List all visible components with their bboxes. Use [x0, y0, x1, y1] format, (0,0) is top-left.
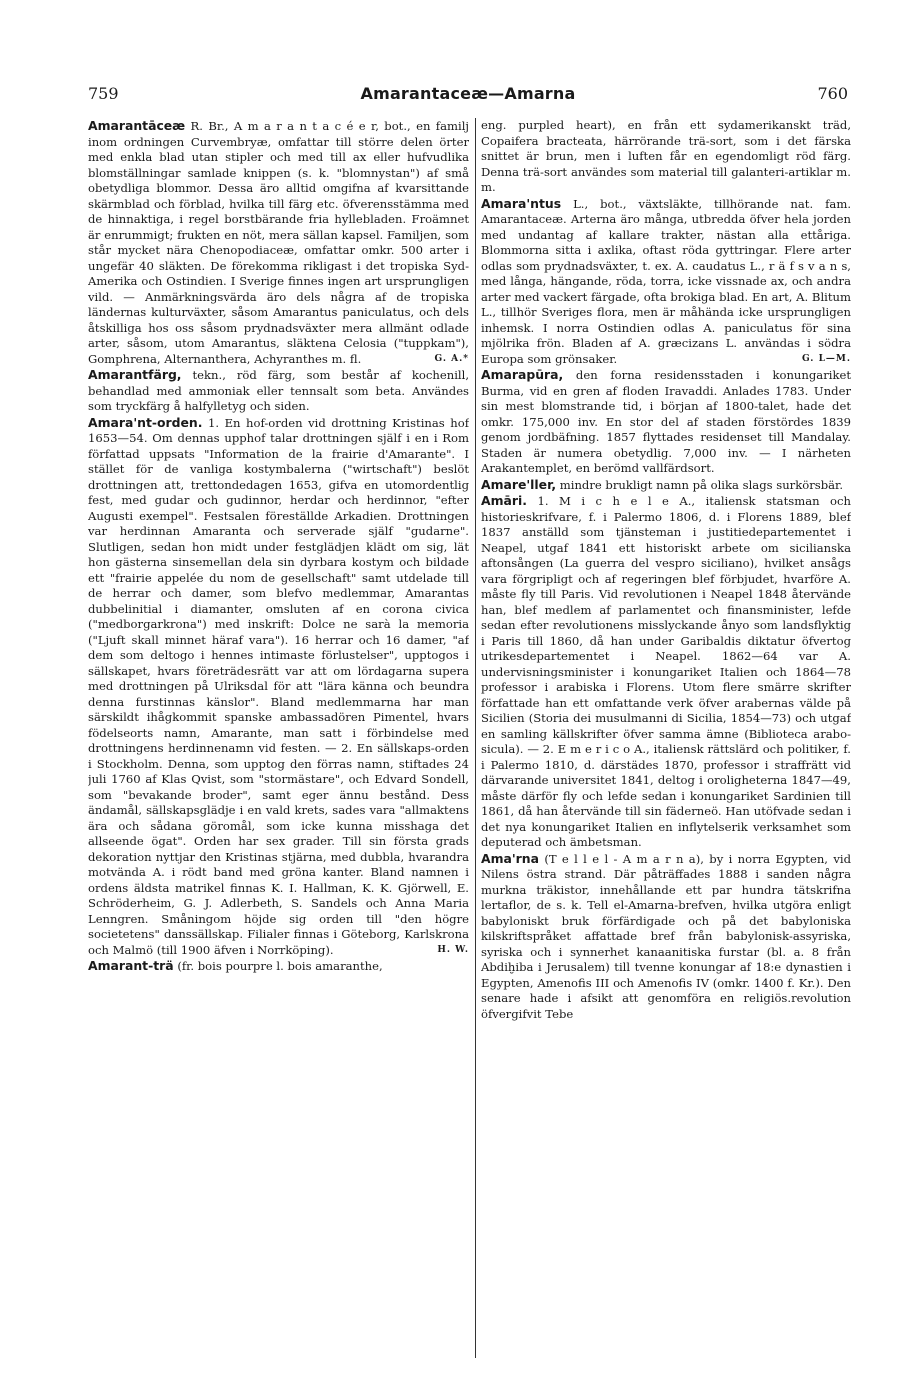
entry-headword: Ama'rna	[481, 850, 539, 866]
dictionary-entry	[481, 196, 851, 368]
entry-headword: Amarapūra,	[481, 367, 564, 382]
page-header	[88, 84, 848, 108]
entry-text: L., bot., växtsläkte, tillhörande nat. fam. Amarantaceæ. Arterna äro många, utbredda öfver hela jorden med undantag af kallare trakter, nästan alla ettåriga. Blommorna sitta i axlika, oftast röda gyttringar. Flere arter odlas som prydnadsväxter, t. ex. A. caudatus L., r ä f s v a n s, med långa, hängande, röda, torra, icke vissnade ax, och andra arter med vackert färgade, ofta brokiga blad. En art, A. Blitum L., tillhör Sveriges flora, men är måhända icke ursprungligen inhemsk. I norra Ostindien odlas A. paniculatus för sina mjölrika frön. Bladen af A. græcizans L. användas i södra Europa som grönsaker.	[481, 196, 851, 366]
dictionary-entry	[481, 477, 851, 494]
entry-headword: Amāri.	[481, 493, 527, 508]
entry-headword: Amarant-trä	[88, 958, 174, 973]
running-title: Amarantaceæ—Amarna	[360, 84, 576, 103]
entry-text: eng. purpled heart), en från ett sydamerikanskt träd, Copaifera bracteata, härrörande trä-sort, som i det färska snittet är brun, men i luften får en egendomligt röd färg. Denna trä-sort användes som material till galanteri-artiklar m. m.	[481, 118, 851, 194]
entry-text: 1. En hof-orden vid drottning Kristinas hof 1653—54. Om dennas upphof talar drottningen själf i en i Rom författad uppsats "Information de la frairie d'Amarante". I stället för de vanliga kostymbalerna ("wirtschaft") beslöt drottningen att, trettondedagen 1653, gifva en utomordentlig fest, med gudar och gudinnor, herdar och herdinnor, "efter Augusti exempel". Festsalen föreställde Arkadien. Drottningen var herdinnan Amaranta och serverade själf "gudarne". Slutligen, sedan hon midt under festglädjen klädt om sig, lät hon gästerna sinsemellan dela sin dyrbara kostym och bildade ett "frairie appelée du nom de gesellschaft" samt utdelade till de herrar och damer, som blefvo medlemmar, Amarantas dubbelinitial i diamanter, omsluten af en corona civica ("medborgarkrona") med inskrift: Dolce ne sarà la memoria ("Ljuft skall minnet häraf vara"). 16 herrar och 16 damer, "af dem som deltogo i hennes intimaste förlustelser", upptogos i sällskapet, hvars företrädesrätt var att om lördagarna supera med drottningen på Ulriksdal för att "lära känna och beundra denna furstinnas känslor". Bland medlemmarna har man särskildt ihågkommit spanske ambassadören Pimentel, hvars födelseorts namn, Amarante, man satt i förbindelse med drottningens herdinnenamn vid festen. — 2. En sällskaps-orden i Stockholm. Denna, som upptog den förras namn, stiftades 24 juli 1760 af Klas Qvist, som "stormästare", och Edvard Sondell, som "bevakande broder", samt eger ännu bestånd. Dess ändamål, sällskapsglädje i en vald krets, sades vara "allmaktens ära och sådana göromål, som icke kunna misshaga det allseende ögat". Orden har sex grader. Till sin första grads dekoration nyttjar den Kristinas stjärna, med dubbla, hvarandra motvända A. i rödt band med gröna kanter. Bland namnen i ordens äldsta matrikel finnas K. I. Hallman, K. K. Gjörwell, E. Schröderheim, G. J. Adlerbeth, S. Sandels och Anna Maria Lenngren. Småningom höjde sig orden till "den högre societetens" danssällskap. Filialer finnas i Göteborg, Karlskrona och Malmö (till 1900 äfven i Norrköping).	[88, 415, 469, 957]
entry-text: den forna residensstaden i konungariket Burma, vid en gren af floden Iravaddi. Anlades 1783. Under sin mest blomstrande tid, i början af 1800-talet, hade det omkr. 175,000 inv. En stor del af staden förstördes 1839 genom jordbäfning. 1857 flyttades residenset till Mandalay. Staden är numera obetydlig. 7,000 inv. — I närheten Arakantemplet, en berömd vallfärdsort.	[481, 368, 851, 475]
entry-text: (fr. bois pourpre l. bois amaranthe,	[177, 959, 383, 973]
entry-text: tekn., röd färg, som består af kochenill, behandlad med ammoniak eller tennsalt som beta. Användes som tryckfärg å halfylletyg och siden.	[88, 368, 469, 413]
entry-text: mindre brukligt namn på olika slags surkörsbär.	[559, 477, 843, 492]
left-column	[88, 118, 469, 1358]
entry-headword: Amarantāceæ	[88, 118, 186, 133]
dictionary-entry	[481, 851, 851, 1023]
author-signature: H. W.	[437, 944, 469, 955]
right-column	[481, 118, 851, 1358]
entry-headword: Amara'ntus	[481, 195, 562, 211]
dictionary-entry	[481, 118, 851, 196]
author-signature: G. A.*	[434, 353, 469, 364]
page-number-right: 760	[817, 84, 848, 103]
dictionary-entry	[481, 367, 851, 477]
entry-headword: Amarantfärg,	[88, 367, 182, 382]
dictionary-entry	[481, 493, 851, 851]
dictionary-entry	[88, 958, 469, 975]
entry-text: R. Br., A m a r a n t a c é e r, bot., en familj inom ordningen Curvembryæ, omfattar till större delen örter med enkla blad utan stipler och med till ax eller hufvudlika blomställningar samlade knippen (s. k. "blomnystan") af små obetydliga blommor. Dessa äro alltid omgifna af kvarsittande skärmblad och förblad, hvilka till färg etc. öfverensstämma med de hinnaktiga, i regel borstbärande fria hyllebladen. Froämnet är enrummigt; frukten en nöt, mera sällan kapsel. Familjen, som står mycket nära Chenopodiaceæ, omfattar omkr. 500 arter i ungefär 40 släkten. De förekomma rikligast i det tropiska Syd-Amerika och Ostindien. I Sverige finnes ingen art ursprungligen vild. — Anmärkningsvärda äro dels några af de tropiska ländernas kulturväxter, såsom Amarantus paniculatus, och dels åtskilliga hos oss såsom prydnadsväxter mera allmänt odlade arter, såsom, utom Amarantus, släktena Celosia ("tuppkam"), Gomphrena, Alternanthera, Achyranthes m. fl.	[88, 119, 469, 366]
dictionary-entry	[88, 118, 469, 367]
page-number-left: 759	[88, 84, 119, 103]
entry-headword: Amare'ller,	[481, 476, 557, 492]
dictionary-entry	[88, 415, 469, 959]
author-signature: G. L—M.	[801, 353, 851, 364]
dictionary-entry	[88, 367, 469, 415]
column-divider	[475, 118, 476, 1358]
entry-text: 1. M i c h e l e A., italiensk statsman och historieskrifvare, f. i Palermo 1806, d. i Florens 1889, blef 1837 anställd som tjänsteman i justitiedepartementet i Neapel, utgaf 1841 ett historiskt arbete om sicilianska aftonsången (La guerra del vespro siciliano), hvilket ansågs vara förgripligt och af regeringen blef förbjudet, hvarföre A. måste fly till Paris. Vid revolutionen i Neapel 1848 återvände han, blef medlem af parlamentet och finansminister, lefde sedan efter revolutionens misslyckande ånyo som landsflyktig i Paris till 1860, då han under Garibaldis diktatur öfvertog utrikesdepartementet i Neapel. 1862—64 var A. undervisningsminister i konungariket Italien och 1864—78 professor i arabiska i Florens. Utom flere smärre skrifter författade han ett omfattande verk öfver arabernas välde på Sicilien (Storia dei musulmanni di Sicilia, 1854—73) och utgaf en samling källskrifter öfver samma ämne (Biblioteca arabo-sicula). — 2. E m e r i c o A., italiensk rättslärd och politiker, f. i Palermo 1810, d. därstädes 1870, professor i straffrätt vid därvarande universitet 1841, deltog i oroligheterna 1847—49, måste därför fly och lefde sedan i konungariket Sardinien till 1861, då han återvände till sin fäderneö. Han utöfvade sedan i det nya konungariket Italien en inflytelserik verksamhet som deputerad och ämbetsman.	[481, 494, 851, 849]
entry-headword: Amara'nt-orden.	[88, 414, 203, 430]
entry-text: (T e l l e l - A m a r n a), by i norra Egypten, vid Nilens östra strand. Där påträffades 1888 i sanden några murkna träkistor, innehållande ett par hundra tätskrifna lertaflor, de s. k. Tell el-Amarna-brefven, hvilka utgöra enligt babyloniskt bruk förfärdigade och på det babyloniska kilskriftspråket affattade bref från babylonisk-assyriska, syriska och i synnerhet kanaanitiska furstar (bl. a. 8 från Abdiḫiba i Jerusalem) till tvenne konungar af 18:e dynastien i Egypten, Amenofis III och Amenofis IV (omkr. 1400 f. Kr.). Den senare hade i afsikt att genomföra en religiös.revolution öfvergifvit Tebe	[481, 851, 851, 1021]
